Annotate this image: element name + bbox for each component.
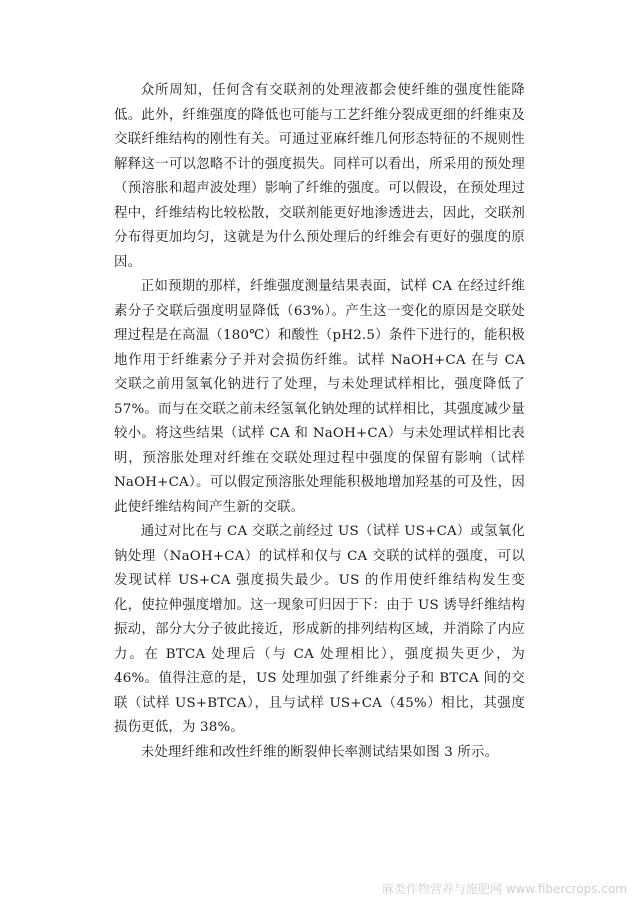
paragraph-2: 正如预期的那样，纤维强度测量结果表面，试样 CA 在经过纤维素分子交联后强度明显降低（63%）。产生这一变化的原因是交联处理过程是在高温（180℃）和酸性（pH2.5）条件下进行的，能积极地作用于纤维素分子并对会损伤纤维。试样 NaOH+CA 在与 CA 交联之前用氢氧化钠进行了处理，与未处理试样相比，强度降低了 57%。而与在交联之前未经氢氧化钠处理的试样相比，其强度减少量较小。将这些结果（试样 CA 和 NaOH+CA）与未处理试样相比表明，预溶胀处理对纤维在交联处理过程中强度的保留有影响（试样 NaOH+CA）。可以假定预溶胀处理能积极地增加羟基的可及性，因此使纤维结构间产生新的交联。 [114,279,525,515]
paragraph-1: 众所周知，任何含有交联剂的处理液都会使纤维的强度性能降低。此外，纤维强度的降低也可能与工艺纤维分裂成更细的纤维束及交联纤维结构的刚性有关。可通过亚麻纤维几何形态特征的不规则性解释这一可以忽略不计的强度损失。同样可以看出，所采用的预处理（预溶胀和超声波处理）影响了纤维的强度。可以假设，在预处理过程中，纤维结构比较松散，交联剂能更好地渗透进去，因此，交联剂分布得更加均匀，这就是为什么预处理后的纤维会有更好的强度的原因。 [114,83,525,270]
watermark: 麻类作物营养与施肥网 www.fibercrops.com [381,882,627,896]
paragraph-3: 通过对比在与 CA 交联之前经过 US（试样 US+CA）或氢氧化钠处理（NaOH+CA）的试样和仅与 CA 交联的试样的强度，可以发现试样 US+CA 强度损失最少。US 的作用使纤维结构发生变化，使拉伸强度增加。这一现象可归因于下：由于 US 诱导纤维结构振动，部分大分子彼此接近，形成新的排列结构区域，并消除了内应力。在 BTCA 处理后（与 CA 处理相比），强度损失更少，为 46%。值得注意的是，US 处理加强了纤维素分子和 BTCA 间的交联（试样 US+BTCA），且与试样 US+CA（45%）相比，其强度损伤更低，为 38%。 [114,524,525,735]
paragraph-4: 未处理纤维和改性纤维的断裂伸长率测试结果如图 3 所示。 [140,744,499,760]
body-text [114,79,525,765]
